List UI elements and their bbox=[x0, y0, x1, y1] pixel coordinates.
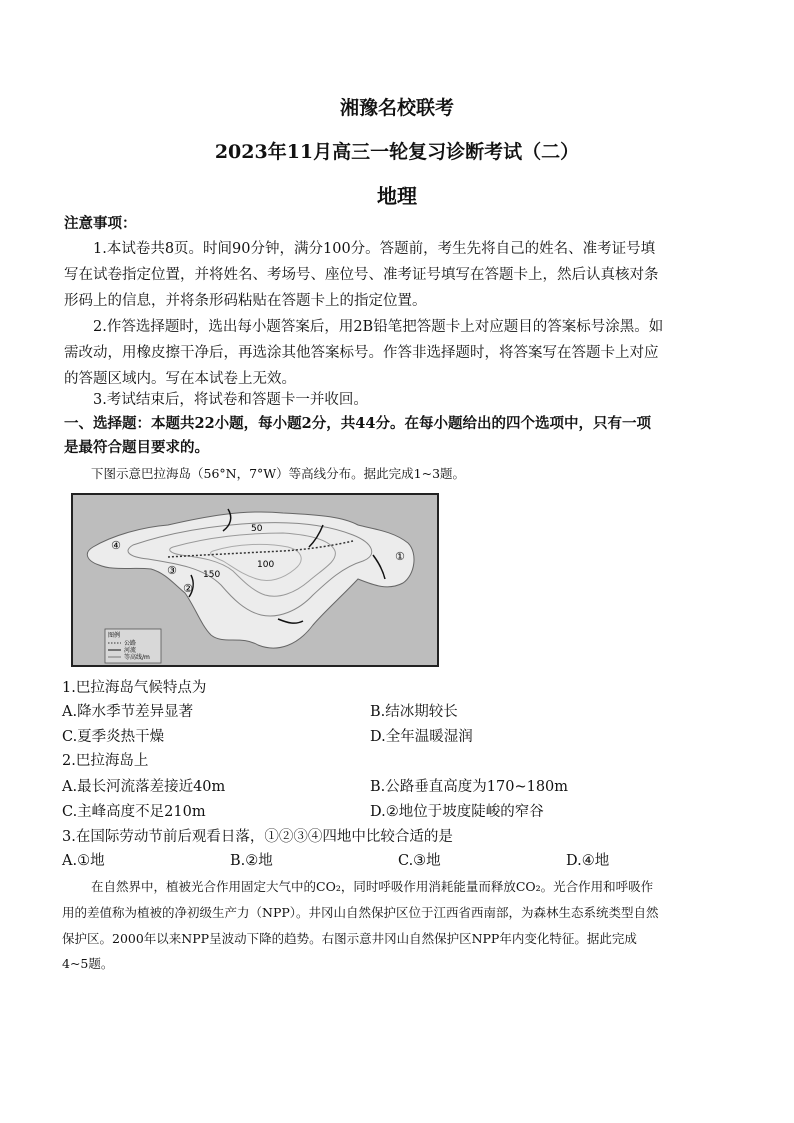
passage2-line4: 4~5题。 bbox=[62, 956, 114, 971]
q3-option-d: D.④地 bbox=[566, 853, 610, 869]
island-contour-map bbox=[71, 493, 439, 667]
section1-title-line2: 是最符合题目要求的。 bbox=[64, 439, 209, 456]
q2-option-a: A.最长河流落差接近40m bbox=[62, 779, 226, 795]
passage2-line3: 保护区。2000年以来NPP呈波动下降的趋势。右图示意井冈山自然保护区NPP年内变化特征。据此完成 bbox=[62, 931, 637, 946]
notice-item2-line3: 的答题区域内。写在本试卷上无效。 bbox=[64, 371, 296, 387]
passage2-line1: 在自然界中，植被光合作用固定大气中的CO₂，同时呼吸作用消耗能量而释放CO₂。光合作用和呼吸作 bbox=[91, 879, 654, 894]
q3-option-a: A.①地 bbox=[62, 853, 105, 869]
exam-title: 2023年11月高三一轮复习诊断考试（二） bbox=[214, 141, 580, 163]
q1-option-d: D.全年温暖湿润 bbox=[370, 729, 473, 745]
map-graphic bbox=[73, 495, 437, 665]
q2-option-b: B.公路垂直高度为170~180m bbox=[370, 779, 569, 795]
point-label-4: ④ bbox=[111, 539, 121, 552]
notice-item2-line2: 需改动，用橡皮擦干净后，再选涂其他答案标号。作答非选择题时，将答案写在答题卡上对应 bbox=[64, 345, 659, 361]
point-label-1: ① bbox=[395, 550, 405, 563]
q3-stem: 3.在国际劳动节前后观看日落，①②③④四地中比较合适的是 bbox=[62, 829, 453, 845]
map-intro: 下图示意巴拉海岛（56°N，7°W）等高线分布。据此完成1~3题。 bbox=[91, 466, 466, 481]
contour-label-50: 50 bbox=[251, 524, 263, 534]
notice-item3: 3.考试结束后，将试卷和答题卡一并收回。 bbox=[93, 392, 368, 408]
notice-item1-line2: 写在试卷指定位置，并将姓名、考场号、座位号、准考证号填写在答题卡上，然后认真核对条 bbox=[64, 267, 659, 283]
q3-option-b: B.②地 bbox=[230, 853, 273, 869]
legend-road: 公路 bbox=[124, 640, 137, 647]
notice-title: 注意事项： bbox=[64, 215, 137, 232]
contour-label-150: 150 bbox=[203, 570, 221, 580]
point-label-2: ② bbox=[183, 582, 193, 595]
notice-item2-line1: 2.作答选择题时，选出每小题答案后，用2B铅笔把答题卡上对应题目的答案标号涂黑。如 bbox=[93, 319, 664, 335]
legend-river: 河流 bbox=[124, 647, 137, 654]
point-label-3: ③ bbox=[167, 564, 177, 577]
exam-union-title: 湘豫名校联考 bbox=[339, 97, 454, 119]
legend-title: 图例 bbox=[108, 632, 121, 639]
q3-option-c: C.③地 bbox=[398, 853, 441, 869]
notice-item1-line3: 形码上的信息，并将条形码粘贴在答题卡上的指定位置。 bbox=[64, 293, 427, 309]
notice-item1-line1: 1.本试卷共8页。时间90分钟，满分100分。答题前，考生先将自己的姓名、准考证号填 bbox=[93, 241, 656, 257]
passage2-line2: 用的差值称为植被的净初级生产力（NPP）。井冈山自然保护区位于江西省西南部，为森林生态系统类型自然 bbox=[62, 905, 659, 920]
q1-stem: 1.巴拉海岛气候特点为 bbox=[62, 680, 207, 696]
q1-option-c: C.夏季炎热干燥 bbox=[62, 729, 165, 745]
contour-label-100: 100 bbox=[257, 560, 275, 570]
q2-option-c: C.主峰高度不足210m bbox=[62, 804, 206, 820]
q1-option-a: A.降水季节差异显著 bbox=[62, 704, 194, 720]
legend-contour: 等高线/m bbox=[124, 654, 150, 661]
subject-title: 地理 bbox=[377, 184, 417, 208]
section1-title-line1: 一、选择题：本题共22小题，每小题2分，共44分。在每小题给出的四个选项中，只有一项 bbox=[64, 415, 651, 432]
q1-option-b: B.结冰期较长 bbox=[370, 704, 458, 720]
q2-option-d: D.②地位于坡度陡峻的窄谷 bbox=[370, 804, 544, 820]
q2-stem: 2.巴拉海岛上 bbox=[62, 753, 149, 769]
